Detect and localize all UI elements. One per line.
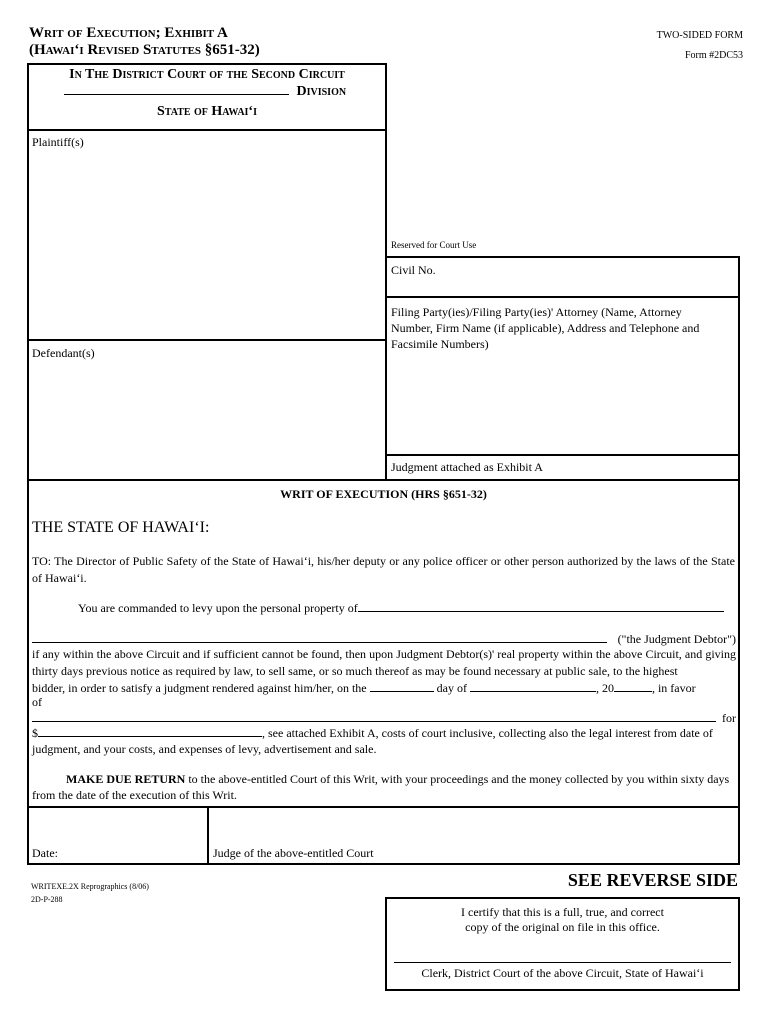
defendant-label: Defendant(s) [32, 346, 95, 360]
form-number: Form #2DC53 [684, 50, 743, 61]
judge-label: Judge of the above-entitled Court [213, 846, 374, 860]
two-sided-label: TWO-SIDED FORM [656, 30, 743, 41]
judgment-debtor-blank[interactable] [32, 642, 607, 643]
commanded-line: You are commanded to levy upon the personal property of [78, 600, 736, 617]
month-blank[interactable] [470, 691, 596, 692]
reprographics-code: WRITEXE.2X Reprographics (8/06) [31, 882, 149, 891]
date-label: Date: [32, 846, 58, 860]
for-line: for [32, 710, 736, 727]
plaintiff-label: Plaintiff(s) [32, 135, 84, 149]
bidder-line: bidder, in order to satisfy a judgment rendered against him/her, on the day of , 20 , in favor [32, 681, 696, 695]
form-subtitle: (Hawai‘i Revised Statutes §651-32) [29, 42, 260, 58]
form-title: Writ of Execution; Exhibit A [29, 25, 228, 41]
date-field[interactable] [66, 808, 204, 862]
division-blank[interactable] [64, 94, 289, 95]
of-line: of [32, 695, 42, 709]
judgment-debtor-line: ("the Judgment Debtor") [32, 631, 736, 648]
certify-line1: I certify that this is a full, true, and correct [461, 905, 664, 919]
state-name: State of Hawai‘i [157, 104, 257, 119]
amount-blank[interactable] [38, 736, 262, 737]
signature-column-divider [207, 806, 209, 864]
make-due-return-line2: from the date of the execution of this Writ. [32, 788, 237, 802]
year-blank[interactable] [614, 691, 652, 692]
court-name: In The District Court of the Second Circuit [69, 67, 345, 82]
plaintiff-box[interactable] [27, 129, 387, 341]
writ-heading: WRIT OF EXECUTION (HRS §651-32) [280, 487, 487, 501]
civil-no-label: Civil No. [391, 263, 436, 277]
civil-no-box[interactable] [385, 256, 740, 298]
see-reverse-side: SEE REVERSE SIDE [567, 870, 738, 890]
amount-line: $ , see attached Exhibit A, costs of court inclusive, collecting also the legal interest from date of [32, 726, 713, 740]
filing-party-label: Filing Party(ies)/Filing Party(ies)' Attorney (Name, Attorney Number, Firm Name (if applicable), Address and Telephone and Facsimile Numbers) [391, 305, 700, 351]
state-greeting: THE STATE OF HAWAI‘I: [32, 519, 210, 536]
division-line: Division [64, 84, 346, 100]
sell-paragraph: if any within the above Circuit and if sufficient cannot be found, then upon Judgment Debtor(s)' real property within the above Circuit, and giving thirty days previous notice as required by law, to sell same, or so much thereof as may be found necessary at public sale, to the highest [32, 647, 736, 678]
clerk-signature-line[interactable] [394, 962, 731, 963]
clerk-label: Clerk, District Court of the above Circuit, State of Hawai‘i [421, 966, 704, 980]
judgment-costs-line: judgment, and your costs, and expenses of levy, advertisement and sale. [32, 742, 377, 756]
reserved-label: Reserved for Court Use [391, 240, 477, 250]
personal-property-blank[interactable] [358, 611, 724, 612]
in-favor-of-blank[interactable] [32, 721, 716, 722]
day-blank[interactable] [370, 691, 434, 692]
judge-signature-field[interactable] [212, 808, 737, 844]
form-code: 2D-P-288 [31, 895, 63, 904]
judgment-attached-label: Judgment attached as Exhibit A [391, 460, 543, 474]
make-due-return-line: MAKE DUE RETURN to the above-entitled Court of this Writ, with your proceedings and the money collected by you within sixty days [66, 772, 730, 786]
certify-line2: copy of the original on file in this office. [465, 920, 660, 934]
to-paragraph: TO: The Director of Public Safety of the State of Hawai‘i, his/her deputy or any police officer or other person authorized by the laws of the State of Hawai‘i. [32, 554, 735, 585]
